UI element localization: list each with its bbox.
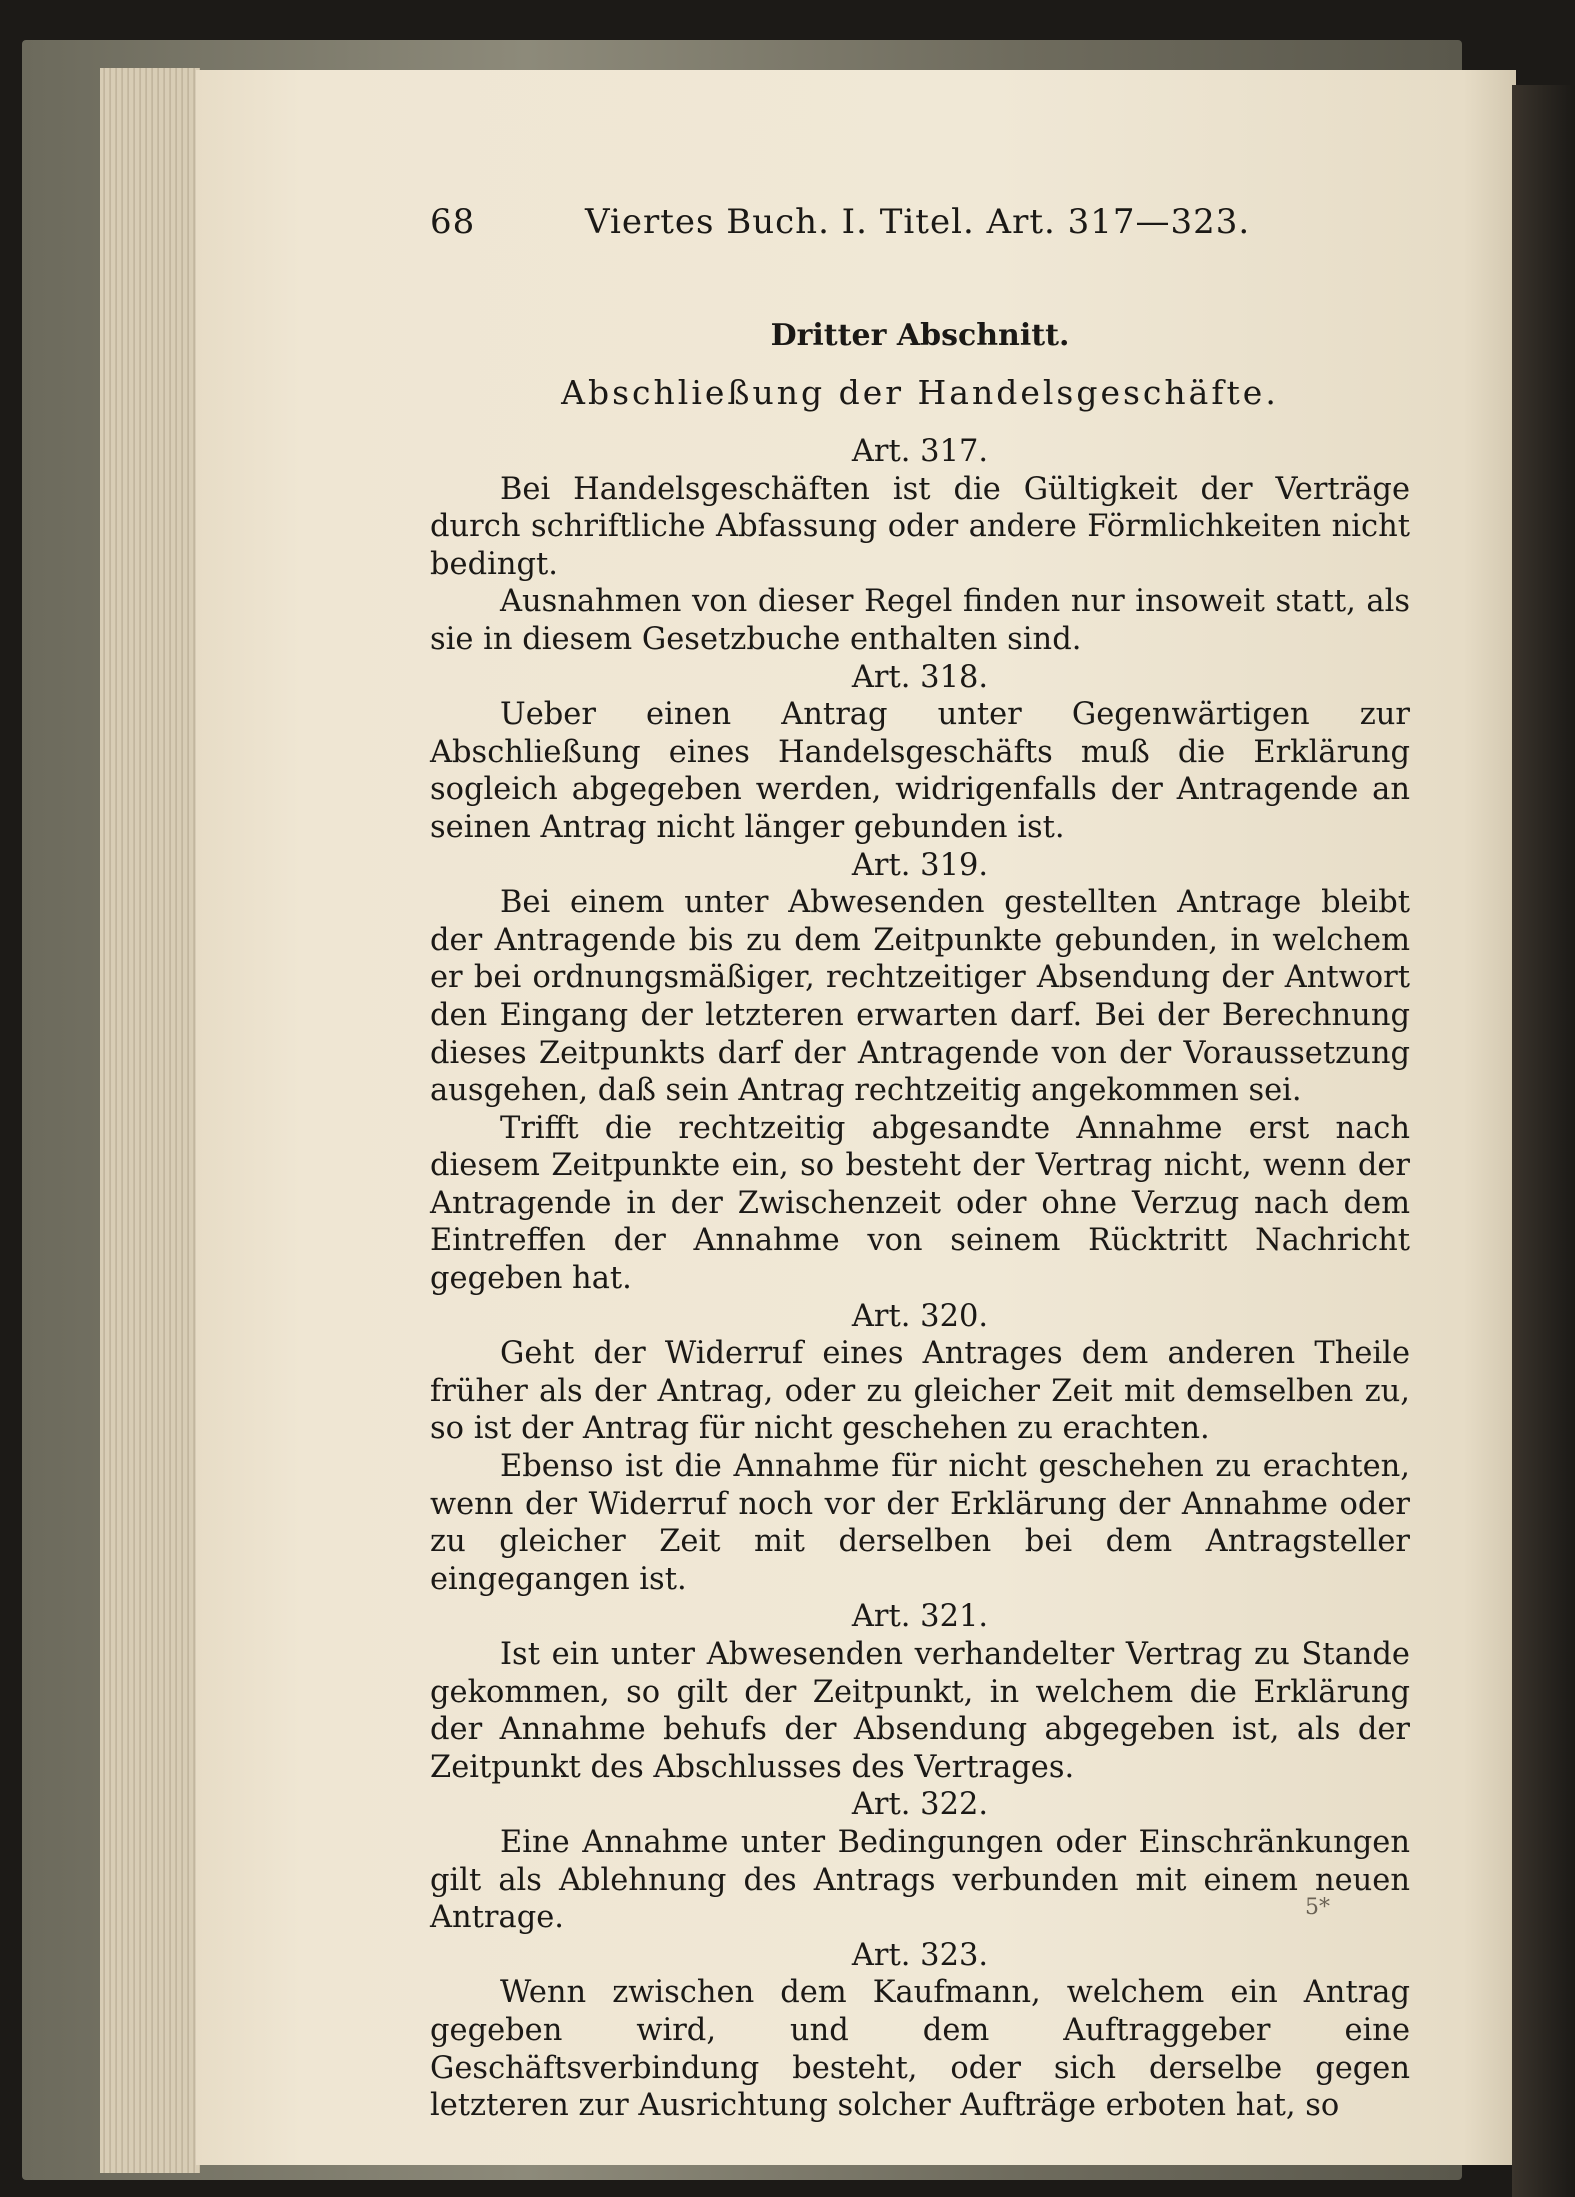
article-321 xyxy=(430,1598,1410,1786)
article-318 xyxy=(430,659,1410,847)
article-heading: Art. 323. xyxy=(851,1937,989,1973)
article-heading: Art. 321. xyxy=(851,1599,989,1635)
running-title: Viertes Buch. I. Titel. Art. 317—323. xyxy=(585,202,1251,242)
page-number: 68 xyxy=(430,202,476,242)
running-head xyxy=(430,190,1430,250)
article-319 xyxy=(430,847,1410,1298)
article-317 xyxy=(430,433,1410,659)
article-heading: Art. 317. xyxy=(851,434,989,469)
article-paragraph: Ist ein unter Abwesenden verhandelter Vertrag zu Stande gekommen, so gilt der Zeitpunkt, in welchem die Erklärung der Annahme behufs der Absendung abgegeben ist, als der Zeitpunkt des Abschlusses des Vertrages. xyxy=(430,1637,1410,1785)
articles xyxy=(430,433,1410,2125)
article-heading: Art. 319. xyxy=(851,847,989,883)
article-322 xyxy=(430,1786,1410,1936)
article-320 xyxy=(430,1298,1410,1599)
article-heading: Art. 322. xyxy=(851,1787,989,1823)
gutter-shadow xyxy=(1512,85,1575,2197)
signature-mark: 5* xyxy=(1305,1895,1330,1920)
article-paragraph: Ueber einen Antrag unter Gegenwärtigen zur Abschließung eines Handelsgeschäfts muß die Erklärung sogleich abgegeben werden, widrigenfalls der Antragende an seinen Antrag nicht länger gebunden ist. xyxy=(430,697,1410,845)
article-heading: Art. 318. xyxy=(851,659,989,695)
article-paragraph: Ebenso ist die Annahme für nicht geschehen zu erachten, wenn der Widerruf noch vor der Erklärung der Annahme oder zu gleicher Zeit mit derselben bei dem Antragsteller eingegangen ist. xyxy=(430,1449,1410,1597)
article-paragraph: Bei einem unter Abwesenden gestellten Antrage bleibt der Antragende bis zu dem Zeitpunkte gebunden, in welchem er bei ordnungsmäßiger, rechtzeitiger Absendung der Antwort den Eingang der letzteren erwarten darf. Bei der Berechnung dieses Zeitpunkts darf der Antragende von der Voraussetzung ausgehen, daß sein Antrag rechtzeitig angekommen sei. xyxy=(430,885,1410,1109)
article-paragraph: Trifft die rechtzeitig abgesandte Annahme erst nach diesem Zeitpunkte ein, so besteht der Vertrag nicht, wenn der Antragende in der Zwischenzeit oder ohne Verzug nach dem Eintreffen der Annahme von seinem Rücktritt Nachricht gegeben hat. xyxy=(430,1110,1410,1297)
article-paragraph: Geht der Widerruf eines Antrages dem anderen Theile früher als der Antrag, oder zu gleicher Zeit mit demselben zu, so ist der Antrag für nicht geschehen zu erachten. xyxy=(430,1336,1410,1447)
section-label: Dritter Abschnitt. xyxy=(770,318,1070,353)
article-heading: Art. 320. xyxy=(851,1298,989,1334)
article-paragraph: Eine Annahme unter Bedingungen oder Einschränkungen gilt als Ablehnung des Antrags verbunden mit einem neuen Antrage. xyxy=(430,1824,1410,1936)
article-paragraph: Ausnahmen von dieser Regel finden nur insoweit statt, als sie in diesem Gesetzbuche enthalten sind. xyxy=(430,584,1410,657)
article-paragraph: Wenn zwischen dem Kaufmann, welchem ein Antrag gegeben wird, und dem Auftraggeber eine Geschäftsverbindung besteht, oder sich derselbe gegen letzteren zur Ausrichtung solcher Aufträge erboten hat, so xyxy=(430,1975,1410,2124)
article-paragraph: Bei Handelsgeschäften ist die Gültigkeit der Verträge durch schriftliche Abfassung oder andere Förmlichkeiten nicht bedingt. xyxy=(430,471,1410,582)
article-323 xyxy=(430,1937,1410,2125)
page-edges xyxy=(100,68,200,2173)
section-title: Abschließung der Handelsgeschäfte. xyxy=(561,373,1279,412)
